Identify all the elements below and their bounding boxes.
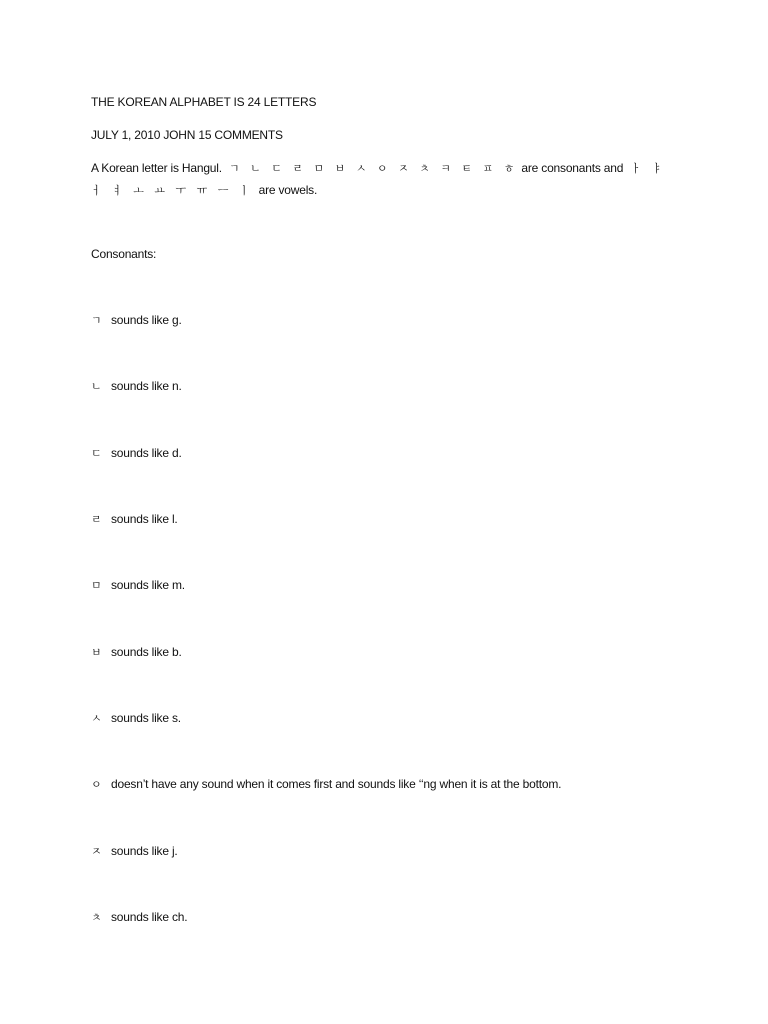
intro-vowel-list-2: ㅓ ㅕ ㅗ ㅛ ㅜ ㅠ ㅡ ㅣ	[91, 184, 250, 197]
intro-consonant-list: ㄱ ㄴ ㄷ ㄹ ㅁ ㅂ ㅅ ㅇ ㅈ ㅊ ㅋ ㅌ ㅍ ㅎ	[229, 162, 515, 175]
consonant-description: sounds like n.	[111, 379, 182, 393]
consonant-item	[91, 776, 561, 793]
consonant-glyph: ㅁ	[91, 579, 102, 592]
consonant-item	[91, 843, 178, 860]
consonant-glyph: ㅇ	[91, 778, 102, 791]
consonant-glyph: ㅂ	[91, 646, 102, 659]
consonant-glyph: ㅅ	[91, 712, 102, 725]
consonant-item	[91, 511, 178, 528]
consonant-glyph: ㅈ	[91, 845, 102, 858]
intro-line-1	[91, 160, 666, 177]
consonant-item	[91, 909, 187, 926]
consonant-glyph: ㄷ	[91, 447, 102, 460]
consonant-description: doesn’t have any sound when it comes first and sounds like ‘‘ng when it is at the bottom.	[111, 777, 562, 791]
consonant-item	[91, 312, 182, 329]
intro-vowel-list-1: ㅏ ㅑ	[630, 162, 663, 175]
consonant-description: sounds like s.	[111, 711, 181, 725]
consonant-description: sounds like b.	[111, 645, 182, 659]
consonant-item	[91, 710, 181, 727]
consonant-item	[91, 577, 185, 594]
intro-line-2	[91, 182, 317, 199]
consonants-heading: Consonants:	[91, 247, 157, 261]
consonant-description: sounds like m.	[111, 578, 185, 592]
post-meta: JULY 1, 2010 JOHN 15 COMMENTS	[91, 128, 283, 142]
consonant-description: sounds like l.	[111, 512, 178, 526]
consonant-description: sounds like ch.	[111, 910, 188, 924]
consonant-item	[91, 378, 182, 395]
consonant-item	[91, 445, 182, 462]
consonant-glyph: ㄹ	[91, 513, 102, 526]
intro-middle: are consonants and	[521, 161, 624, 175]
consonant-glyph: ㄱ	[91, 314, 102, 327]
consonant-description: sounds like g.	[111, 313, 182, 327]
intro-lead: A Korean letter is Hangul.	[91, 161, 222, 175]
consonant-glyph: ㄴ	[91, 380, 102, 393]
post-title: THE KOREAN ALPHABET IS 24 LETTERS	[91, 95, 317, 109]
consonant-description: sounds like j.	[111, 844, 178, 858]
consonant-glyph: ㅊ	[91, 911, 102, 924]
consonant-item	[91, 644, 182, 661]
intro-tail: are vowels.	[258, 183, 318, 197]
consonant-description: sounds like d.	[111, 446, 182, 460]
